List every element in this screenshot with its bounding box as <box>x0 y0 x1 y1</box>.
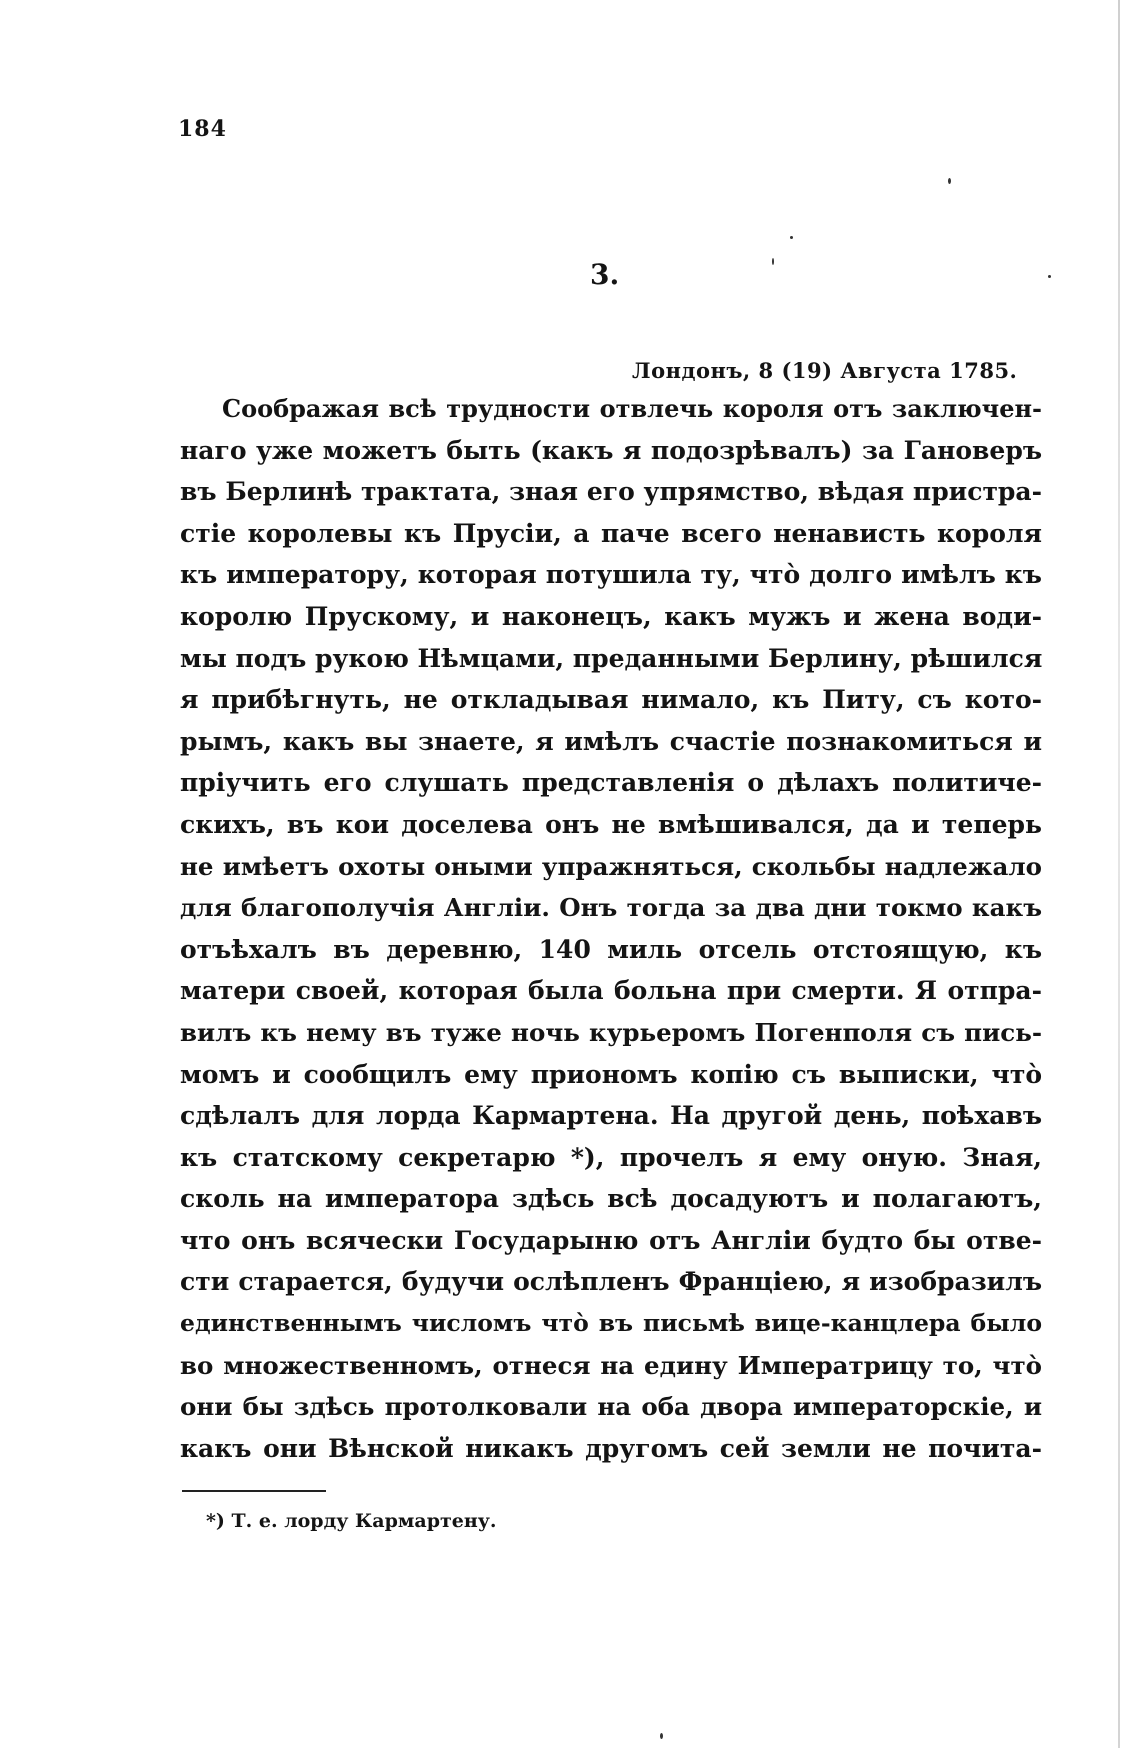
text-line: единственнымъ числомъ что̀ въ письмѣ вице-канцлера было <box>180 1309 1042 1338</box>
text-line: наго уже можетъ быть (какъ я подозрѣвалъ) за Гановеръ <box>180 435 1042 465</box>
text-line: Соображая всѣ трудности отвлечь короля отъ заключен- <box>222 394 1042 423</box>
dateline: Лондонъ, 8 (19) Августа 1785. <box>632 358 1018 383</box>
text-line: рымъ, какъ вы знаете, я имѣлъ счастіе познакомиться и <box>180 726 1042 756</box>
scan-speck <box>790 236 793 239</box>
text-line: вилъ къ нему въ туже ночь курьеромъ Погенполя съ пись- <box>180 1017 1042 1047</box>
text-line: сти старается, будучи ослѣпленъ Франціею, я изобразилъ <box>180 1267 1042 1297</box>
text-line: что онъ всячески Государыню отъ Англіи будто бы отве- <box>180 1225 1042 1255</box>
page-number: 184 <box>178 116 227 142</box>
body-text <box>180 388 1042 1469</box>
text-line: матери своей, которая была больна при смерти. Я отпра- <box>180 976 1042 1006</box>
scan-speck <box>948 178 951 184</box>
text-line: отъѣхалъ въ деревню, 140 миль отсель отстоящую, къ <box>180 934 1042 964</box>
text-line: момъ и сообщилъ ему приономъ копію съ выписки, что̀ <box>180 1059 1042 1089</box>
text-line: не имѣетъ охоты оными упражняться, скольбы надлежало <box>180 851 1042 881</box>
scan-speck <box>772 258 774 265</box>
text-line: они бы здѣсь протолковали на оба двора императорскіе, и <box>180 1392 1042 1422</box>
footnote: *) Т. е. лорду Кармартену. <box>206 1510 497 1532</box>
text-line: сколь на императора здѣсь всѣ досадуютъ и полагаютъ, <box>180 1184 1042 1214</box>
text-line: скихъ, въ кои доселева онъ не вмѣшивался, да и теперь <box>180 809 1042 839</box>
text-line: къ статскому секретарю *), прочелъ я ему оную. Зная, <box>180 1142 1042 1172</box>
text-line: къ императору, которая потушила ту, что̀ долго имѣлъ къ <box>180 560 1042 590</box>
text-line: въ Берлинѣ трактата, зная его упрямство, вѣдая пристра- <box>180 477 1042 507</box>
text-line: сдѣлалъ для лорда Кармартена. На другой день, поѣхавъ <box>180 1101 1042 1131</box>
text-line: для благополучія Англіи. Онъ тогда за два дни токмо какъ <box>180 893 1042 923</box>
footnote-divider <box>182 1490 326 1492</box>
text-line: пріучить его слушать представленія о дѣлахъ политиче- <box>180 768 1042 798</box>
text-line: стіе королевы къ Прусіи, а паче всего ненависть короля <box>180 518 1042 548</box>
text-line: королю Прускому, и наконецъ, какъ мужъ и жена води- <box>180 601 1042 631</box>
scan-speck <box>1048 275 1051 278</box>
text-line: какъ они Вѣнской никакъ другомъ сей земли не почита- <box>180 1433 1042 1463</box>
scan-speck <box>660 1733 663 1739</box>
text-line: мы подъ рукою Нѣмцами, преданными Берлину, рѣшился <box>180 643 1043 673</box>
text-line: во множественномъ, отнеся на едину Императрицу то, что̀ <box>180 1350 1042 1380</box>
letter-number: 3. <box>590 258 620 291</box>
text-line: я прибѣгнуть, не откладывая нимало, къ Питу, съ кото- <box>180 685 1042 715</box>
page-edge-line <box>1118 0 1120 1748</box>
